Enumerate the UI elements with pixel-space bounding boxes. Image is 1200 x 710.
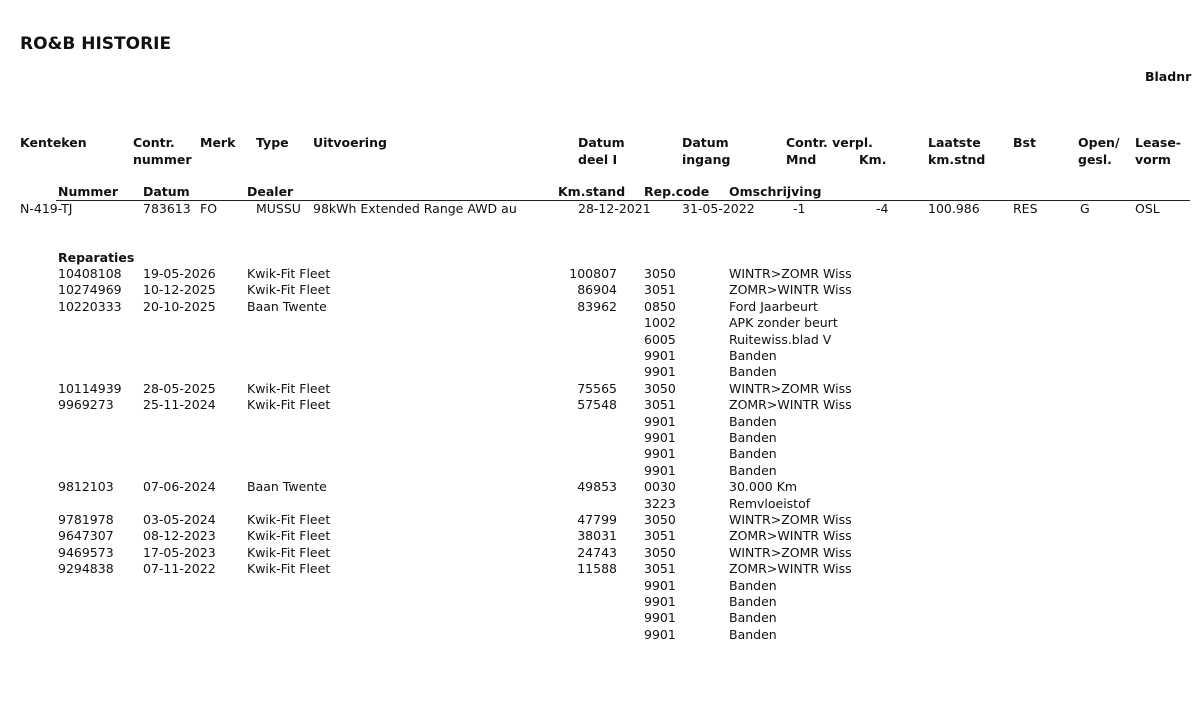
repair-nummer: 9647307 <box>58 528 114 544</box>
col-datum-deel-line1: Datum <box>578 135 625 150</box>
repair-omschrijving: Banden <box>729 430 777 445</box>
repair-omschrijving: Ford Jaarbeurt <box>729 298 818 314</box>
col-lease-line2: vorm <box>1135 152 1171 167</box>
repair-nummer: 9969273 <box>58 397 114 413</box>
repair-code: 3050 <box>644 512 676 527</box>
col-laatste-line1: Laatste <box>928 135 981 150</box>
repair-datum: 25-11-2024 <box>143 397 216 413</box>
repair-code: 9901 <box>644 430 676 445</box>
repair-omschrijving: ZOMR>WINTR Wiss <box>729 528 852 544</box>
repair-code: 3051 <box>644 528 676 544</box>
repair-dealer: Kwik-Fit Fleet <box>247 544 331 560</box>
repair-code: 3051 <box>644 561 676 577</box>
table-row <box>0 528 1200 544</box>
vehicle-km: -4 <box>876 201 889 216</box>
repair-kmstand: 47799 <box>577 512 617 527</box>
vehicle-merk: FO <box>200 201 218 216</box>
repair-code: 3050 <box>644 266 676 281</box>
repair-code: 9901 <box>644 626 676 642</box>
repair-datum: 03-05-2024 <box>143 512 216 527</box>
vehicle-type: MUSSU <box>256 201 301 216</box>
table-row <box>0 627 1200 643</box>
repair-code: 9901 <box>644 610 676 626</box>
col-lease-line1: Lease- <box>1135 135 1181 150</box>
repair-code: 9901 <box>644 462 676 478</box>
repair-omschrijving: Banden <box>729 610 777 626</box>
repair-datum: 08-12-2023 <box>143 528 216 544</box>
repair-datum: 10-12-2025 <box>143 282 216 298</box>
repair-kmstand: 24743 <box>577 544 617 560</box>
repair-omschrijving: Ruitewiss.blad V <box>729 331 832 347</box>
repair-dealer: Kwik-Fit Fleet <box>247 397 331 413</box>
table-row <box>0 594 1200 610</box>
table-row <box>0 610 1200 626</box>
reparaties-heading: Reparaties <box>58 250 135 265</box>
repair-omschrijving: WINTR>ZOMR Wiss <box>729 512 852 527</box>
bladnr-label: Bladnr <box>1145 69 1192 84</box>
repair-nummer: 10274969 <box>58 282 122 298</box>
table-row <box>0 414 1200 430</box>
repair-nummer: 10114939 <box>58 380 122 396</box>
table-row <box>0 479 1200 495</box>
repair-dealer: Kwik-Fit Fleet <box>247 380 331 396</box>
table-row <box>0 348 1200 364</box>
table-row <box>0 463 1200 479</box>
repair-datum: 07-11-2022 <box>143 561 216 577</box>
col-kenteken: Kenteken <box>20 135 87 150</box>
col-bst: Bst <box>1013 135 1036 150</box>
col-datum-ingang-line2: ingang <box>682 152 731 167</box>
col-km: Km. <box>859 152 887 167</box>
repair-omschrijving: WINTR>ZOMR Wiss <box>729 266 852 281</box>
repair-dealer: Baan Twente <box>247 298 327 314</box>
vehicle-laatste-km: 100.986 <box>928 201 980 216</box>
repair-omschrijving: Banden <box>729 348 777 363</box>
repair-omschrijving: Banden <box>729 364 777 380</box>
vehicle-uitvoering: 98kWh Extended Range AWD au <box>313 201 517 216</box>
repair-kmstand: 11588 <box>577 561 617 577</box>
vehicle-contract: 783613 <box>143 201 191 216</box>
repair-dealer: Kwik-Fit Fleet <box>247 528 331 544</box>
repair-code: 9901 <box>644 446 676 462</box>
col-mnd: Mnd <box>786 152 817 167</box>
col-kmstand: Km.stand <box>558 184 626 199</box>
col-contr-verpl: Contr. verpl. <box>786 135 873 150</box>
repair-omschrijving: Remvloeistof <box>729 495 811 511</box>
repair-dealer: Kwik-Fit Fleet <box>247 561 331 577</box>
repair-kmstand: 83962 <box>577 298 617 314</box>
repair-code: 0850 <box>644 298 676 314</box>
repair-omschrijving: Banden <box>729 446 777 462</box>
table-row <box>0 561 1200 577</box>
repair-code: 9901 <box>644 594 676 609</box>
repair-nummer: 9781978 <box>58 512 114 527</box>
repair-code: 9901 <box>644 348 676 363</box>
repair-datum: 19-05-2026 <box>143 266 216 281</box>
col-datum-ingang-line1: Datum <box>682 135 729 150</box>
repair-kmstand: 38031 <box>577 528 617 544</box>
repair-datum: 28-05-2025 <box>143 380 216 396</box>
col-contr-line2: nummer <box>133 152 192 167</box>
vehicle-datum-deel: 28-12-2021 <box>578 201 651 216</box>
report-title: RO&B HISTORIE <box>20 34 172 54</box>
col-uitvoering: Uitvoering <box>313 135 387 150</box>
col-dealer: Dealer <box>247 184 294 199</box>
repair-code: 3050 <box>644 544 676 560</box>
table-row <box>0 381 1200 397</box>
repair-kmstand: 57548 <box>577 397 617 413</box>
table-row <box>0 299 1200 315</box>
table-row <box>0 446 1200 462</box>
repair-omschrijving: Banden <box>729 577 777 593</box>
repair-datum: 17-05-2023 <box>143 544 216 560</box>
col-repcode: Rep.code <box>644 184 710 199</box>
repair-datum: 20-10-2025 <box>143 298 216 314</box>
repair-code: 9901 <box>644 413 676 429</box>
repair-nummer: 9294838 <box>58 561 114 577</box>
col-merk: Merk <box>200 135 236 150</box>
table-row <box>0 364 1200 380</box>
repair-code: 3051 <box>644 282 676 298</box>
repair-nummer: 9469573 <box>58 544 114 560</box>
repair-omschrijving: ZOMR>WINTR Wiss <box>729 397 852 413</box>
col-datum-deel-line2: deel I <box>578 152 618 167</box>
vehicle-open-gesl: G <box>1080 201 1090 216</box>
repair-code: 0030 <box>644 479 676 495</box>
table-row <box>0 332 1200 348</box>
repair-dealer: Kwik-Fit Fleet <box>247 266 331 281</box>
repair-code: 3050 <box>644 380 676 396</box>
repair-omschrijving: Banden <box>729 413 777 429</box>
table-row <box>0 545 1200 561</box>
repair-nummer: 9812103 <box>58 479 114 495</box>
vehicle-mnd: -1 <box>793 201 806 216</box>
col-nummer: Nummer <box>58 184 119 199</box>
vehicle-kenteken: N-419-TJ <box>20 201 73 216</box>
repair-omschrijving: WINTR>ZOMR Wiss <box>729 544 852 560</box>
repair-kmstand: 75565 <box>577 380 617 396</box>
repair-omschrijving: 30.000 Km <box>729 479 798 495</box>
repair-omschrijving: APK zonder beurt <box>729 315 838 331</box>
table-row <box>0 430 1200 446</box>
table-row <box>0 315 1200 331</box>
repair-code: 3223 <box>644 495 676 511</box>
vehicle-lease-vorm: OSL <box>1135 201 1160 216</box>
repair-code: 3051 <box>644 397 676 413</box>
repair-dealer: Kwik-Fit Fleet <box>247 282 331 298</box>
repair-kmstand: 86904 <box>577 282 617 298</box>
repair-code: 9901 <box>644 364 676 380</box>
vehicle-datum-ingang: 31-05-2022 <box>682 201 755 216</box>
table-row <box>0 397 1200 413</box>
repair-omschrijving: Banden <box>729 594 777 609</box>
col-omschrijving: Omschrijving <box>729 184 822 199</box>
repair-dealer: Baan Twente <box>247 479 327 495</box>
repair-kmstand: 49853 <box>577 479 617 495</box>
repair-omschrijving: WINTR>ZOMR Wiss <box>729 380 852 396</box>
table-row <box>0 282 1200 298</box>
repair-kmstand: 100807 <box>569 266 617 281</box>
col-datum: Datum <box>143 184 190 199</box>
col-open-line2: gesl. <box>1078 152 1112 167</box>
vehicle-row <box>0 201 1200 217</box>
repair-omschrijving: ZOMR>WINTR Wiss <box>729 282 852 298</box>
repair-nummer: 10408108 <box>58 266 122 281</box>
repair-omschrijving: Banden <box>729 626 777 642</box>
repair-datum: 07-06-2024 <box>143 479 216 495</box>
repair-dealer: Kwik-Fit Fleet <box>247 512 331 527</box>
table-row <box>0 266 1200 282</box>
repair-code: 1002 <box>644 315 676 331</box>
col-laatste-line2: km.stnd <box>928 152 986 167</box>
table-row <box>0 496 1200 512</box>
table-row <box>0 512 1200 528</box>
vehicle-bst: RES <box>1013 201 1038 216</box>
repair-omschrijving: Banden <box>729 462 777 478</box>
repair-nummer: 10220333 <box>58 298 122 314</box>
repair-code: 9901 <box>644 577 676 593</box>
repair-code: 6005 <box>644 331 676 347</box>
repair-omschrijving: ZOMR>WINTR Wiss <box>729 561 852 577</box>
col-type: Type <box>256 135 289 150</box>
col-contr-line1: Contr. <box>133 135 175 150</box>
table-row <box>0 578 1200 594</box>
col-open-line1: Open/ <box>1078 135 1120 150</box>
